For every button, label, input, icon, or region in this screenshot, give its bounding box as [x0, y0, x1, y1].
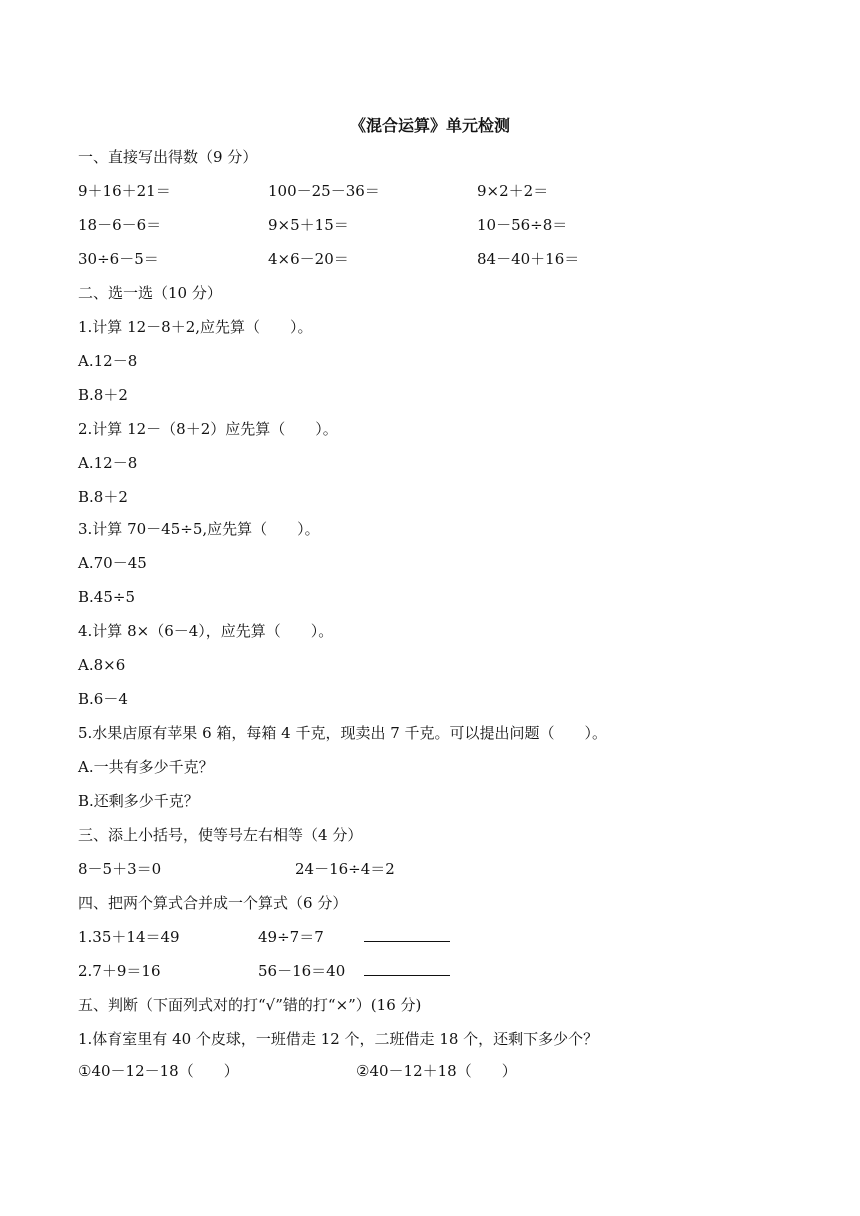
- question-line: 1.体育室里有 40 个皮球，一班借走 12 个，二班借走 18 个，还剩下多少个？: [78, 1030, 599, 1048]
- question-line: 4.计算 8×（6－4），应先算（ ）。: [78, 622, 334, 640]
- equation-item: 1.35＋14＝49: [78, 928, 180, 946]
- option-line: A.70－45: [78, 554, 147, 572]
- section5-heading: 五、判断（下面列式对的打“√”错的打“×”）(16 分): [78, 996, 422, 1014]
- calc-item: 18－6－6＝: [78, 216, 162, 234]
- bracket-item: 24－16÷4＝2: [295, 860, 395, 878]
- bracket-item: 8－5＋3＝0: [78, 860, 162, 878]
- option-line: B.45÷5: [78, 588, 135, 606]
- option-line: B.还剩多少千克？: [78, 792, 199, 810]
- option-line: B.8＋2: [78, 488, 128, 506]
- section3-heading: 三、添上小括号，使等号左右相等（4 分）: [78, 826, 363, 844]
- option-line: B.8＋2: [78, 386, 128, 404]
- question-line: 1.计算 12－8＋2,应先算（ ）。: [78, 318, 313, 336]
- answer-blank[interactable]: [364, 975, 450, 976]
- section2-heading: 二、选一选（10 分）: [78, 284, 222, 302]
- calc-item: 4×6－20＝: [268, 250, 349, 268]
- section1-heading: 一、直接写出得数（9 分）: [78, 148, 258, 166]
- option-line: B.6－4: [78, 690, 128, 708]
- question-line: 5.水果店原有苹果 6 箱，每箱 4 千克，现卖出 7 千克。可以提出问题（ ）。: [78, 724, 608, 742]
- equation-item: 49÷7＝7: [258, 928, 324, 946]
- section4-heading: 四、把两个算式合并成一个算式（6 分）: [78, 894, 348, 912]
- question-line: 3.计算 70－45÷5,应先算（ ）。: [78, 520, 320, 538]
- calc-item: 9×2＋2＝: [477, 182, 549, 200]
- option-line: A.12－8: [78, 454, 138, 472]
- equation-item: 2.7＋9＝16: [78, 962, 161, 980]
- calc-item: 9＋16＋21＝: [78, 182, 171, 200]
- calc-item: 84－40＋16＝: [477, 250, 580, 268]
- question-line: 2.计算 12－（8＋2）应先算（ ）。: [78, 420, 338, 438]
- option-line: A.一共有多少千克？: [78, 758, 214, 776]
- calc-item: 100－25－36＝: [268, 182, 380, 200]
- option-line: A.8×6: [78, 656, 126, 674]
- equation-item: 56－16＝40: [258, 962, 346, 980]
- calc-item: 30÷6－5＝: [78, 250, 159, 268]
- calc-item: 9×5＋15＝: [268, 216, 349, 234]
- answer-blank[interactable]: [364, 941, 450, 942]
- calc-item: 10－56÷8＝: [477, 216, 568, 234]
- judge-option: ②40－12＋18（ ）: [356, 1062, 517, 1080]
- option-line: A.12－8: [78, 352, 138, 370]
- page-title: 《混合运算》单元检测: [349, 116, 510, 135]
- judge-option: ①40－12－18（ ）: [78, 1062, 239, 1080]
